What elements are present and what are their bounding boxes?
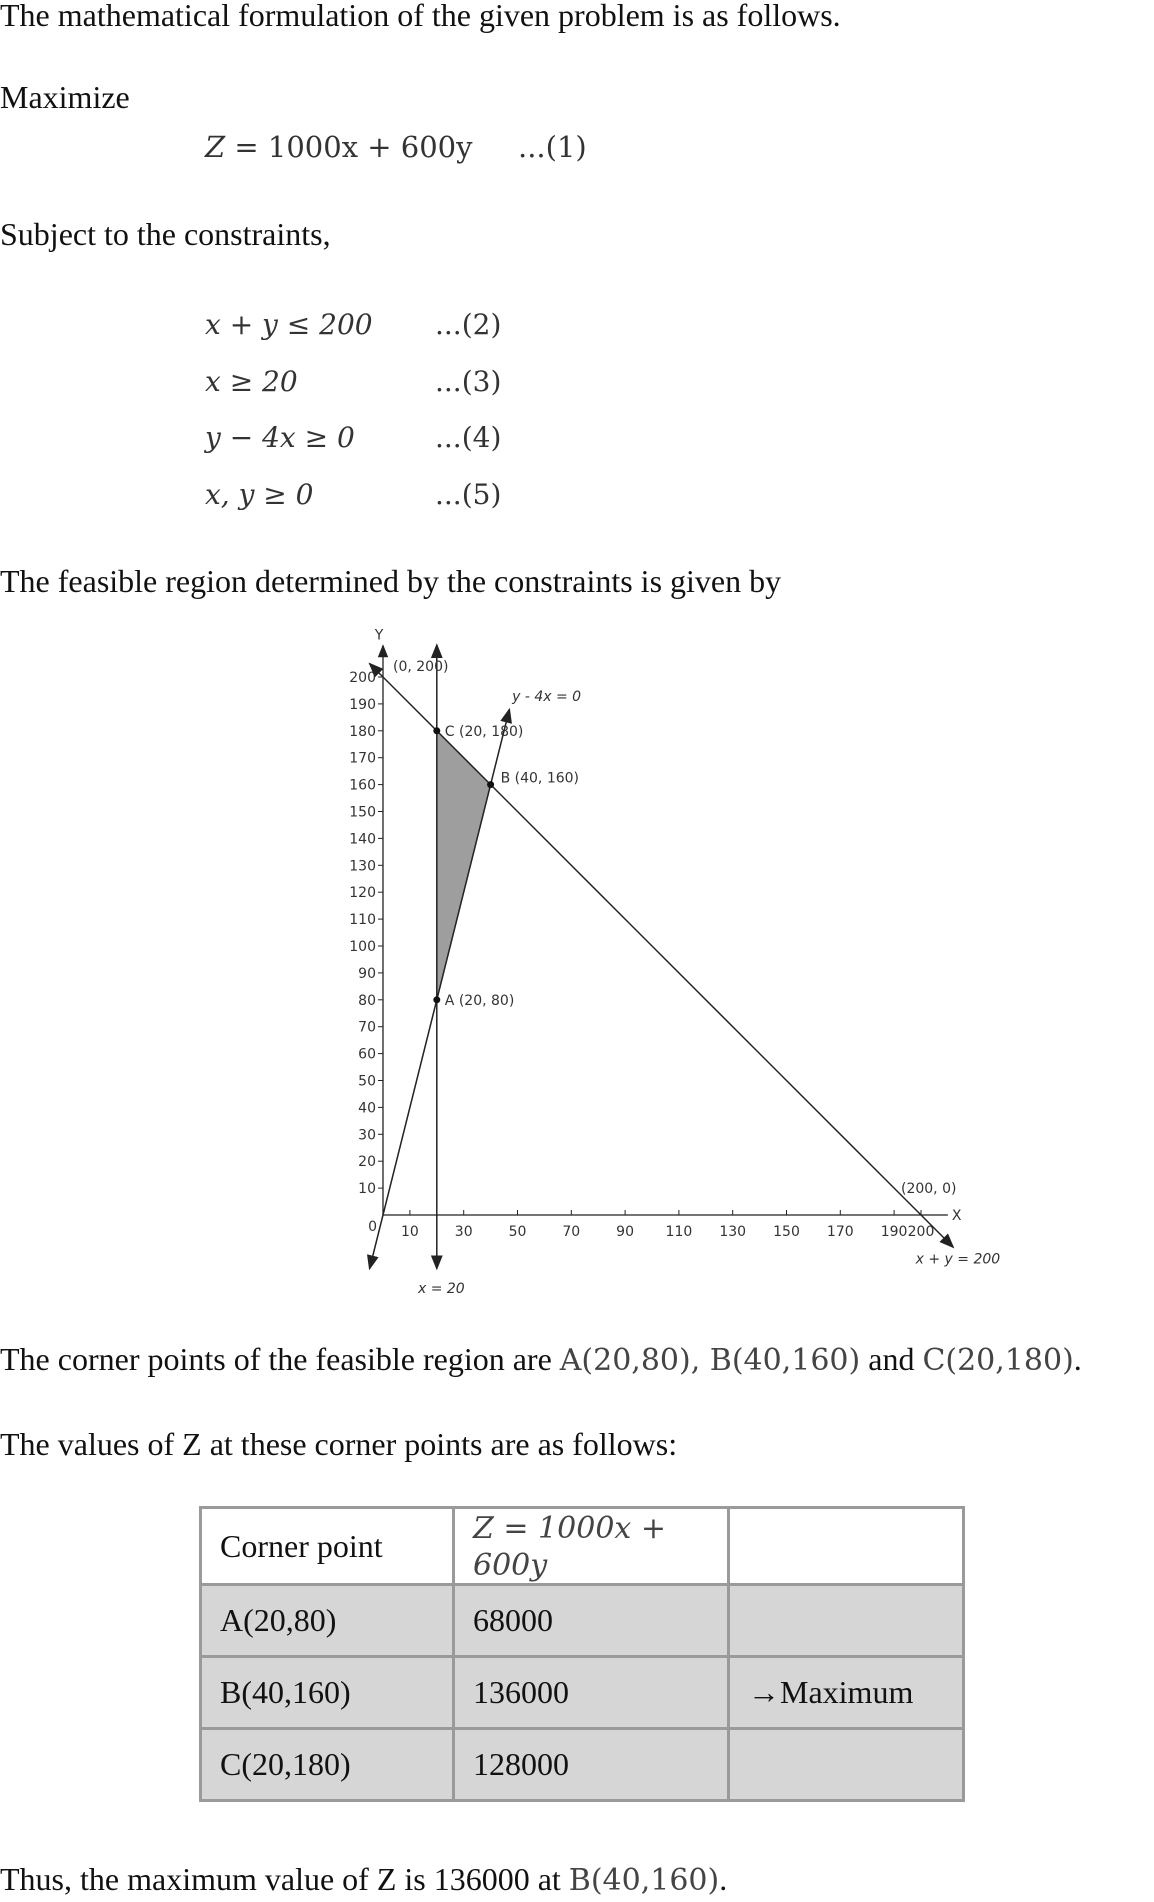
point-label: B (40, 160) (500, 770, 580, 787)
values-text: The values of Z at these corner points are as follows: (0, 1426, 678, 1462)
x-tick-label: 30 (454, 1224, 473, 1240)
conclusion-math: B(40,160) (568, 1863, 720, 1898)
feasible-region-graph (340, 617, 1020, 1307)
constraint-line-label: x + y = 200 (915, 1251, 1001, 1268)
corner-point-marker (433, 727, 440, 734)
y-tick-label: 70 (358, 1019, 376, 1036)
y-tick-label: 140 (349, 831, 376, 848)
feasible-region-text: The feasible region determined by the constraints is given by (0, 563, 782, 599)
corner-points-text (0, 1340, 1082, 1380)
cell-point: A(20,80) (201, 1585, 454, 1657)
subject-label: Subject to the constraints, (0, 216, 331, 252)
y-tick-label: 170 (349, 750, 376, 767)
y-tick-label: 30 (358, 1127, 376, 1144)
header-z (454, 1508, 729, 1585)
x-tick-label: 130 (719, 1224, 747, 1240)
y-tick-label: 100 (349, 939, 376, 955)
y-tick-label: 50 (358, 1073, 376, 1090)
x-tick-label: 150 (773, 1224, 800, 1240)
x-tick-label: 200 (907, 1224, 935, 1240)
constraint-tag: ...(2) (435, 308, 502, 341)
constraint-tag: ...(3) (435, 365, 502, 398)
cell-z: 68000 (454, 1585, 729, 1657)
constraint-expr: x + y ≤ 200 (205, 308, 373, 341)
y-tick-label: 180 (349, 723, 376, 740)
y-tick-label: 190 (349, 696, 376, 713)
y-tick-label: 10 (358, 1181, 376, 1198)
x-tick-label: 110 (665, 1224, 693, 1240)
y-tick-label: 20 (358, 1154, 376, 1171)
point-label: A (20, 80) (444, 992, 515, 1009)
x-tick-label: 50 (508, 1224, 527, 1240)
y-tick-label: 120 (349, 885, 376, 902)
cell-note: →Maximum (729, 1657, 964, 1729)
y-tick-label: 160 (349, 777, 376, 794)
corner-point-marker (433, 996, 440, 1003)
y-axis-title: Y (374, 627, 384, 644)
y-tick-label: 150 (349, 804, 376, 821)
x-tick-label: 70 (562, 1224, 581, 1240)
maximize-label: Maximize (0, 79, 130, 115)
corner-point-marker (487, 781, 494, 788)
x-tick-label: 10 (400, 1224, 419, 1240)
constraint-expr: x ≥ 20 (205, 365, 298, 398)
corner-text-prefix: The corner points of the feasible region are (0, 1341, 552, 1377)
y-tick-label: 110 (349, 912, 376, 929)
feasible-region-shading (437, 731, 491, 1000)
y-tick-label: 60 (358, 1046, 376, 1063)
header-corner-point: Corner point (201, 1508, 454, 1585)
table-row (201, 1729, 964, 1801)
constraint-line (370, 664, 957, 1248)
constraint-tag: ...(5) (435, 478, 502, 511)
constraint-tag: ...(4) (435, 421, 502, 454)
header-z-math: Z = 1000x + 600y (473, 1511, 666, 1583)
table-header-row (201, 1508, 964, 1585)
table-row (201, 1657, 964, 1729)
x-axis-title: X (951, 1208, 962, 1224)
objective-function (205, 130, 473, 164)
cell-point: C(20,180) (201, 1729, 454, 1801)
y-tick-label: 40 (358, 1100, 376, 1117)
y-tick-label: 130 (349, 858, 376, 875)
corner-last-math: C(20,180) (922, 1343, 1074, 1378)
constraint-expr: y − 4x ≥ 0 (205, 421, 355, 454)
objective-tag: ...(1) (518, 130, 587, 164)
cell-point: B(40,160) (201, 1657, 454, 1729)
corner-and: and (868, 1341, 915, 1377)
corner-period: . (1073, 1341, 1082, 1377)
cell-note (729, 1585, 964, 1657)
y-tick-label: 80 (358, 992, 376, 1009)
constraint-line-label: y - 4x = 0 (512, 689, 582, 706)
conclusion-prefix: Thus, the maximum value of Z is 136000 at (0, 1861, 561, 1897)
cell-note (729, 1729, 964, 1801)
objective-rhs: = 1000x + 600y (234, 130, 473, 164)
constraint-line-label: x = 20 (417, 1281, 465, 1298)
y-tick-label: 90 (358, 965, 376, 982)
intro-text: The mathematical formulation of the given problem is as follows. (0, 0, 841, 33)
z-values-table (199, 1506, 965, 1802)
cell-z: 128000 (454, 1729, 729, 1801)
cell-z: 136000 (454, 1657, 729, 1729)
corner-points-math: A(20,80), B(40,160) (559, 1343, 861, 1378)
x-tick-label: 190 (880, 1224, 908, 1240)
point-label: (0, 200) (393, 659, 449, 675)
point-label: C (20, 180) (444, 723, 524, 740)
objective-lhs: Z (205, 130, 226, 164)
x-tick-label: 170 (826, 1224, 854, 1240)
origin-label: 0 (368, 1219, 377, 1235)
conclusion-period: . (719, 1861, 728, 1897)
constraint-expr: x, y ≥ 0 (205, 478, 314, 511)
table-row (201, 1585, 964, 1657)
y-tick-label: 200 (349, 670, 376, 686)
x-tick-label: 90 (616, 1224, 635, 1240)
header-note (729, 1508, 964, 1585)
point-label: (200, 0) (901, 1181, 957, 1197)
conclusion-text (0, 1860, 727, 1900)
